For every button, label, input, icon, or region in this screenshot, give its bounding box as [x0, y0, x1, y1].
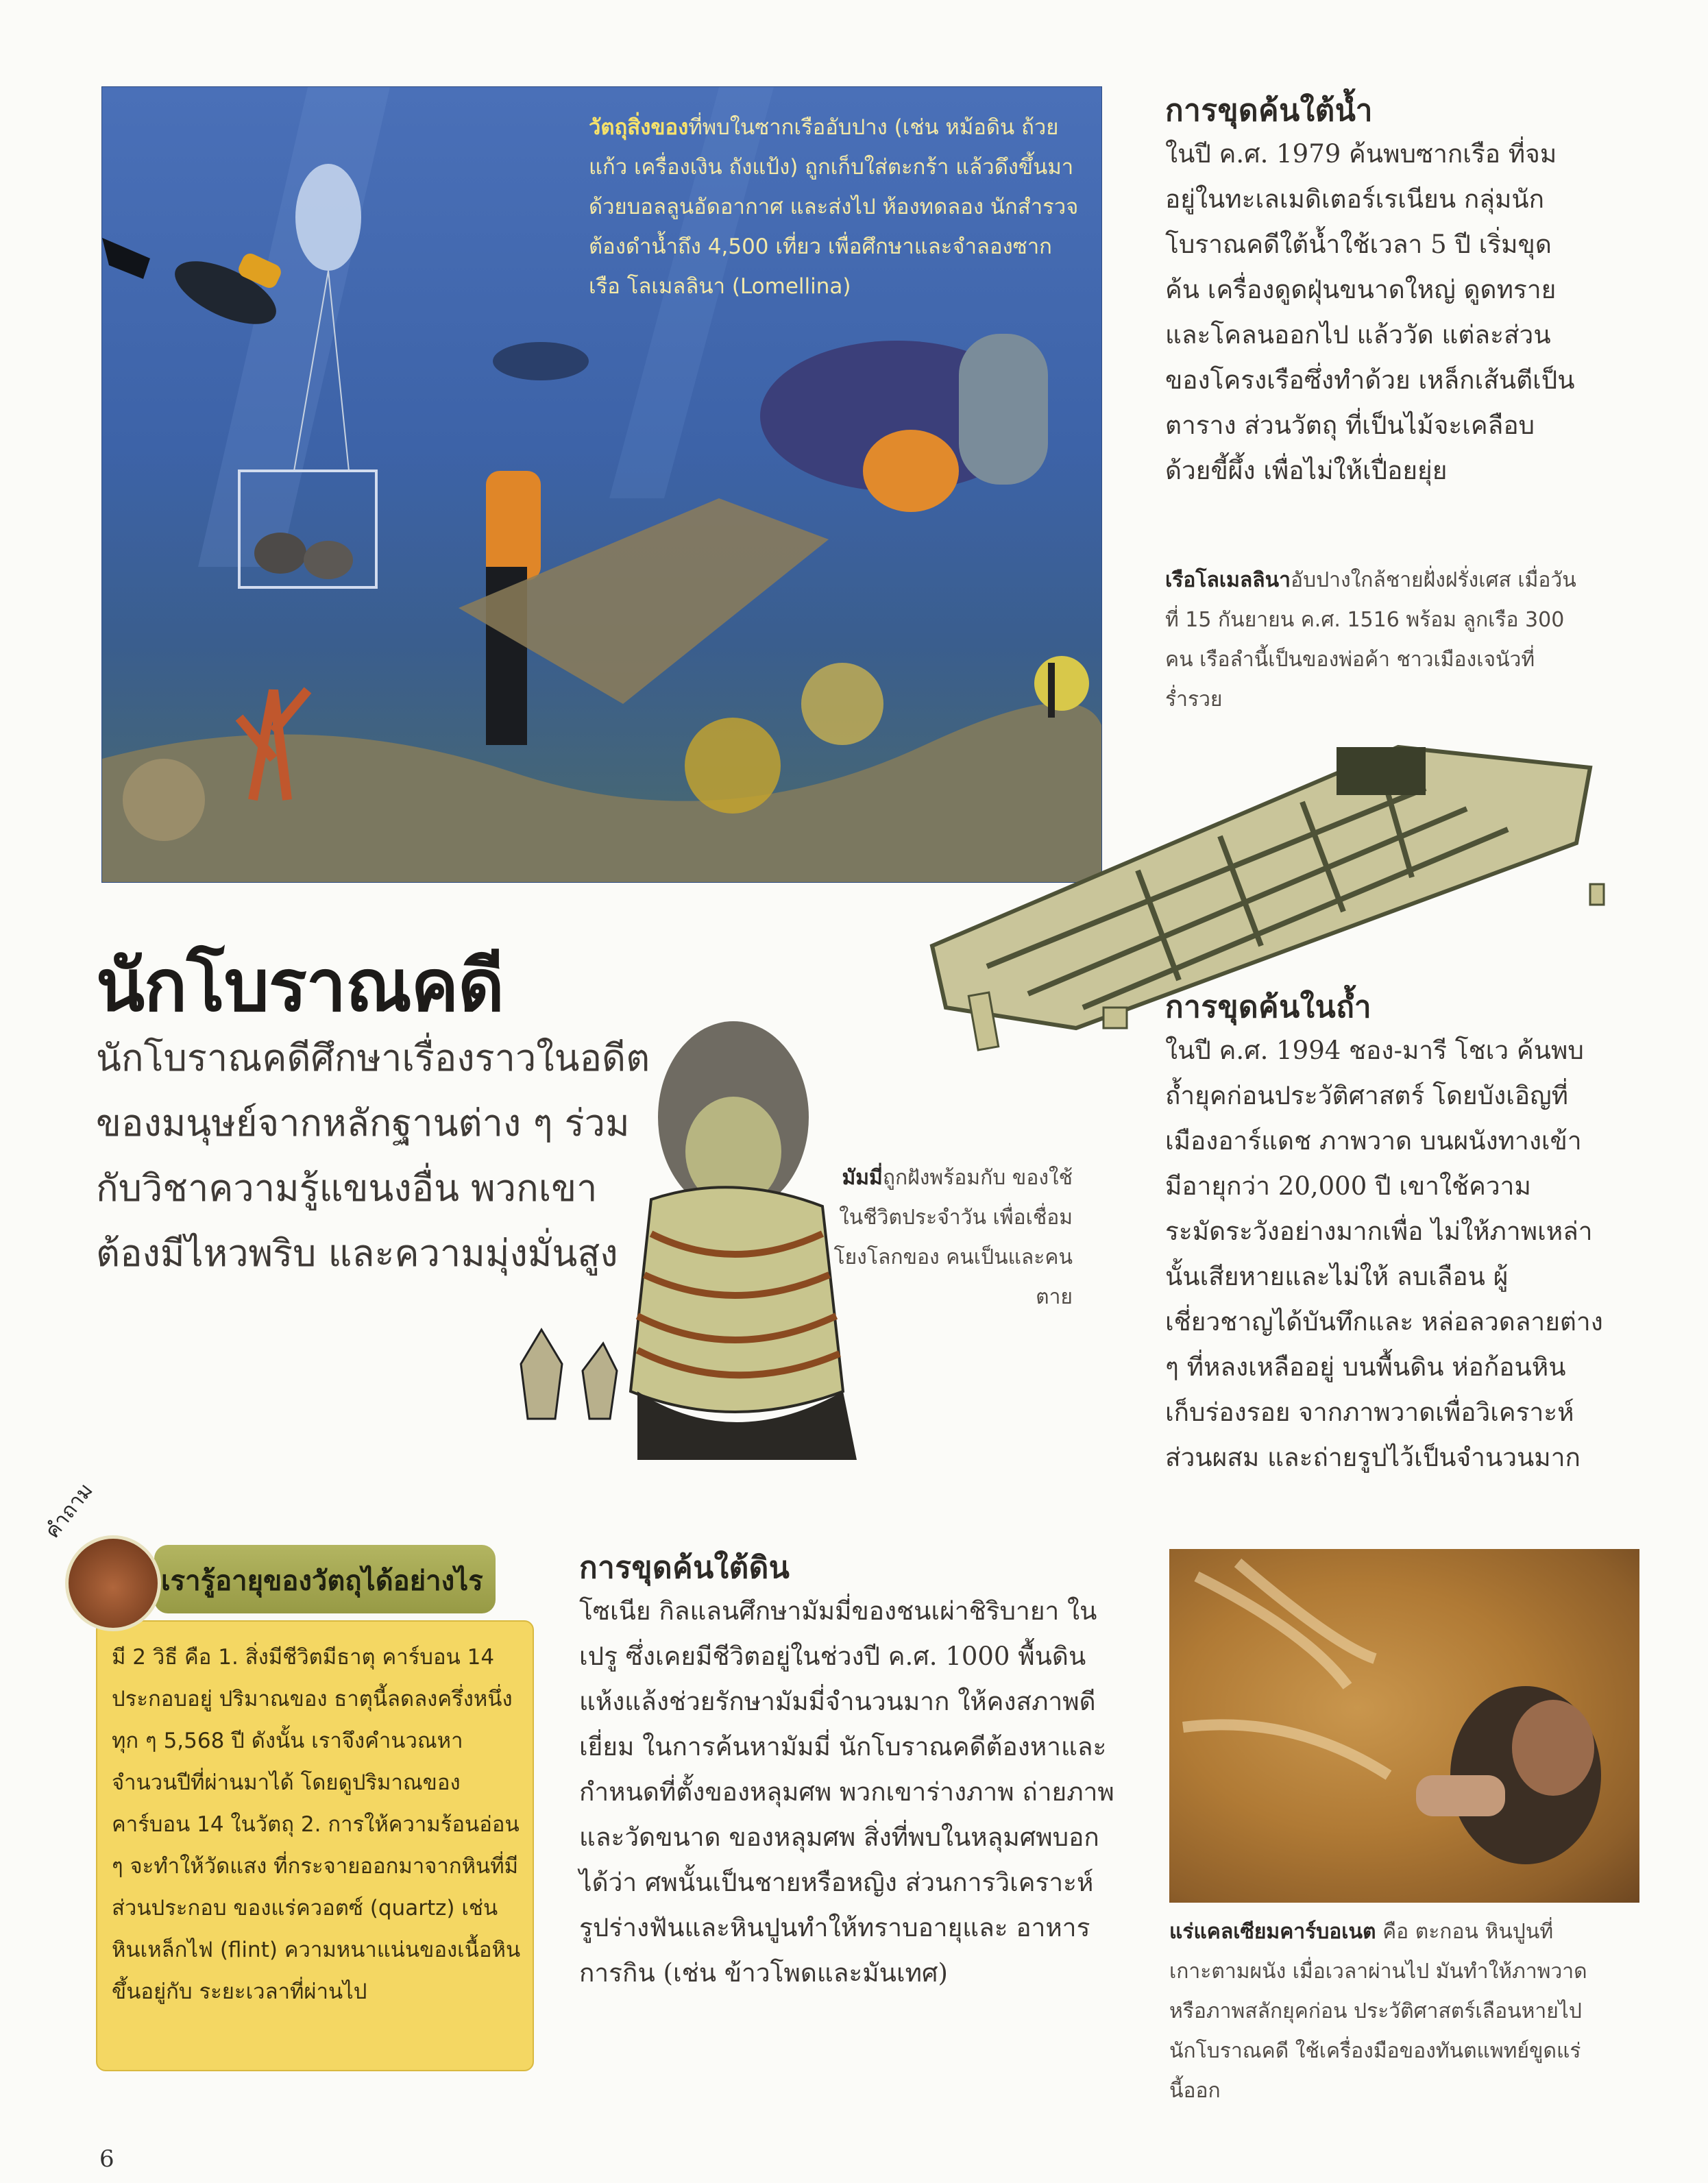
- cave-dig-body: ในปี ค.ศ. 1994 ชอง-มารี โชเว ค้นพบถ้ำยุคก่อนประวัติศาสตร์ โดยบังเอิญที่เมืองอาร์แดช ภาพวาด บนผนังทางเข้ามีอายุกว่า 20,000 ปี เขาใช้ความระมัดระวังอย่างมากเพื่อ ไม่ให้ภาพเหล่านั้นเสียหายและไม่ให้ ลบเลือน ผู้เชี่ยวชาญได้บันทึกและ หล่อลวดลายต่าง ๆ ที่หลงเหลืออยู่ บนพื้นดิน ห่อก้อนหิน เก็บร่องรอย จากภาพวาดเพื่อวิเคราะห์ส่วนผสม และถ่ายรูปไว้เป็นจำนวนมาก: [1165, 1036, 1603, 1472]
- child-avatar: [65, 1535, 161, 1631]
- heading-underground-dig: การขุดค้นใต้ดิน: [579, 1550, 790, 1585]
- underground-dig-body: โซเนีย กิลแลนศึกษามัมมี่ของชนเผ่าชิริบายา ในเปรู ซึ่งเคยมีชีวิตอยู่ในช่วงปี ค.ศ. 1000 พื้นดินแห้งแล้งช่วยรักษามัมมี่จำนวนมาก ให้คงสภาพดีเยี่ยม ในการค้นหามัมมี่ นักโบราณคดีต้องหาและกำหนดที่ตั้งของหลุมศพ พวกเขาร่างภาพ ถ่ายภาพ และวัดขนาด ของหลุมศพ สิ่งที่พบในหลุมศพบอกได้ว่า ศพนั้นเป็นชายหรือหญิง ส่วนการวิเคราะห์ รูปร่างฟันและหินปูนทำให้ทราบอายุและ อาหารการกิน (เช่น ข้าวโพดและมันเทศ): [579, 1596, 1114, 1988]
- photo-caption: แร่แคลเซียมคาร์บอเนต คือ ตะกอน หินปูนที่เกาะตามผนัง เมื่อเวลาผ่านไป มันทำให้ภาพวาดหรือภาพสลักยุคก่อน ประวัติศาสตร์เลือนหายไป นักโบราณคดี ใช้เครื่องมือของทันตแพทย์ขูดแร่นี้ออก: [1169, 1920, 1587, 2103]
- diver-top-left: [102, 238, 285, 337]
- diver-middle: [493, 342, 589, 380]
- diver-front-large: [760, 334, 1048, 512]
- mummy-caption: มัมมี่ถูกฝังพร้อมกับ ของใช้ในชีวิตประจำวัน เพื่อเชื่อมโยงโลกของ คนเป็นและคนตาย: [833, 1166, 1073, 1309]
- cave-wall-photo: [1169, 1549, 1639, 1903]
- underwater-dig-body: ในปี ค.ศ. 1979 ค้นพบซากเรือ ที่จมอยู่ในทะเลเมดิเตอร์เรเนียน กลุ่มนักโบราณคดีใต้น้ำใช้เวลา 5 ปี เริ่มขุดค้น เครื่องดูดฝุ่นขนาดใหญ่ ดูดทรายและโคลนออกไป แล้ววัด แต่ละส่วนของโครงเรือซึ่งทำด้วย เหล็กเส้นตีเป็นตาราง ส่วนวัตถุ ที่เป็นไม้จะเคลือบด้วยขี้ผึ้ง เพื่อไม่ให้เปื่อยยุ่ย: [1165, 139, 1575, 485]
- heading-underwater-dig: การขุดค้นใต้น้ำ: [1165, 93, 1373, 128]
- heading-cave-dig: การขุดค้นในถ้ำ: [1165, 990, 1372, 1025]
- fish: [1034, 656, 1089, 711]
- question-box: [40, 1478, 538, 2077]
- page-number: 6: [99, 2145, 114, 2173]
- page-title: นักโบราณคดี: [96, 944, 504, 1027]
- air-balloon: [295, 164, 361, 271]
- question-answer: มี 2 วิธี คือ 1. สิ่งมีชีวิตมีธาตุ คาร์บอน 14 ประกอบอยู่ ปริมาณของ ธาตุนี้ลดลงครึ่งหนึ่งทุก ๆ 5,568 ปี ดังนั้น เราจึงคำนวณหาจำนวนปีที่ผ่านมาได้ โดยดูปริมาณของคาร์บอน 14 ในวัตถุ 2. การให้ความร้อนอ่อน ๆ จะทำให้วัดแสง ที่กระจายออกมาจากหินที่มีส่วนประกอบ ของแร่ควอตซ์ (quartz) เช่น หินเหล็กไฟ (flint) ความหนาแน่นของเนื้อหินขึ้นอยู่กับ ระยะเวลาที่ผ่านไป: [112, 1645, 521, 2004]
- question-label: คำถาม: [40, 1478, 98, 1544]
- underwater-caption: วัตถุสิ่งของที่พบในซากเรืออับปาง (เช่น หม้อดิน ถ้วยแก้ว เครื่องเงิน ถังแป้ง) ถูกเก็บใส่ตะกร้า แล้วดึงขึ้นมาด้วยบอลลูนอัดอากาศ และส่งไป ห้องทดลอง นักสำรวจต้องดำน้ำถึง 4,500 เที่ยว เพื่อศึกษาและจำลองซากเรือ โลเมลลินา (Lomellina): [589, 115, 1079, 299]
- ship-caption: เรือโลเมลลินาอับปางใกล้ชายฝั่งฝรั่งเศส เมื่อวันที่ 15 กันยายน ค.ศ. 1516 พร้อม ลูกเรือ 300 คน เรือลำนี้เป็นของพ่อค้า ชาวเมืองเจนัวที่ร่ำรวย: [1165, 568, 1576, 711]
- intro-text: นักโบราณคดีศึกษาเรื่องราวในอดีต ของมนุษย์จากหลักฐานต่าง ๆ ร่วมกับวิชาความรู้แขนงอื่น พวกเขาต้องมีไหวพริบ และความมุ่งมั่นสูง: [96, 1036, 650, 1275]
- question-title: เรารู้อายุของวัตถุได้อย่างไร: [161, 1565, 483, 1597]
